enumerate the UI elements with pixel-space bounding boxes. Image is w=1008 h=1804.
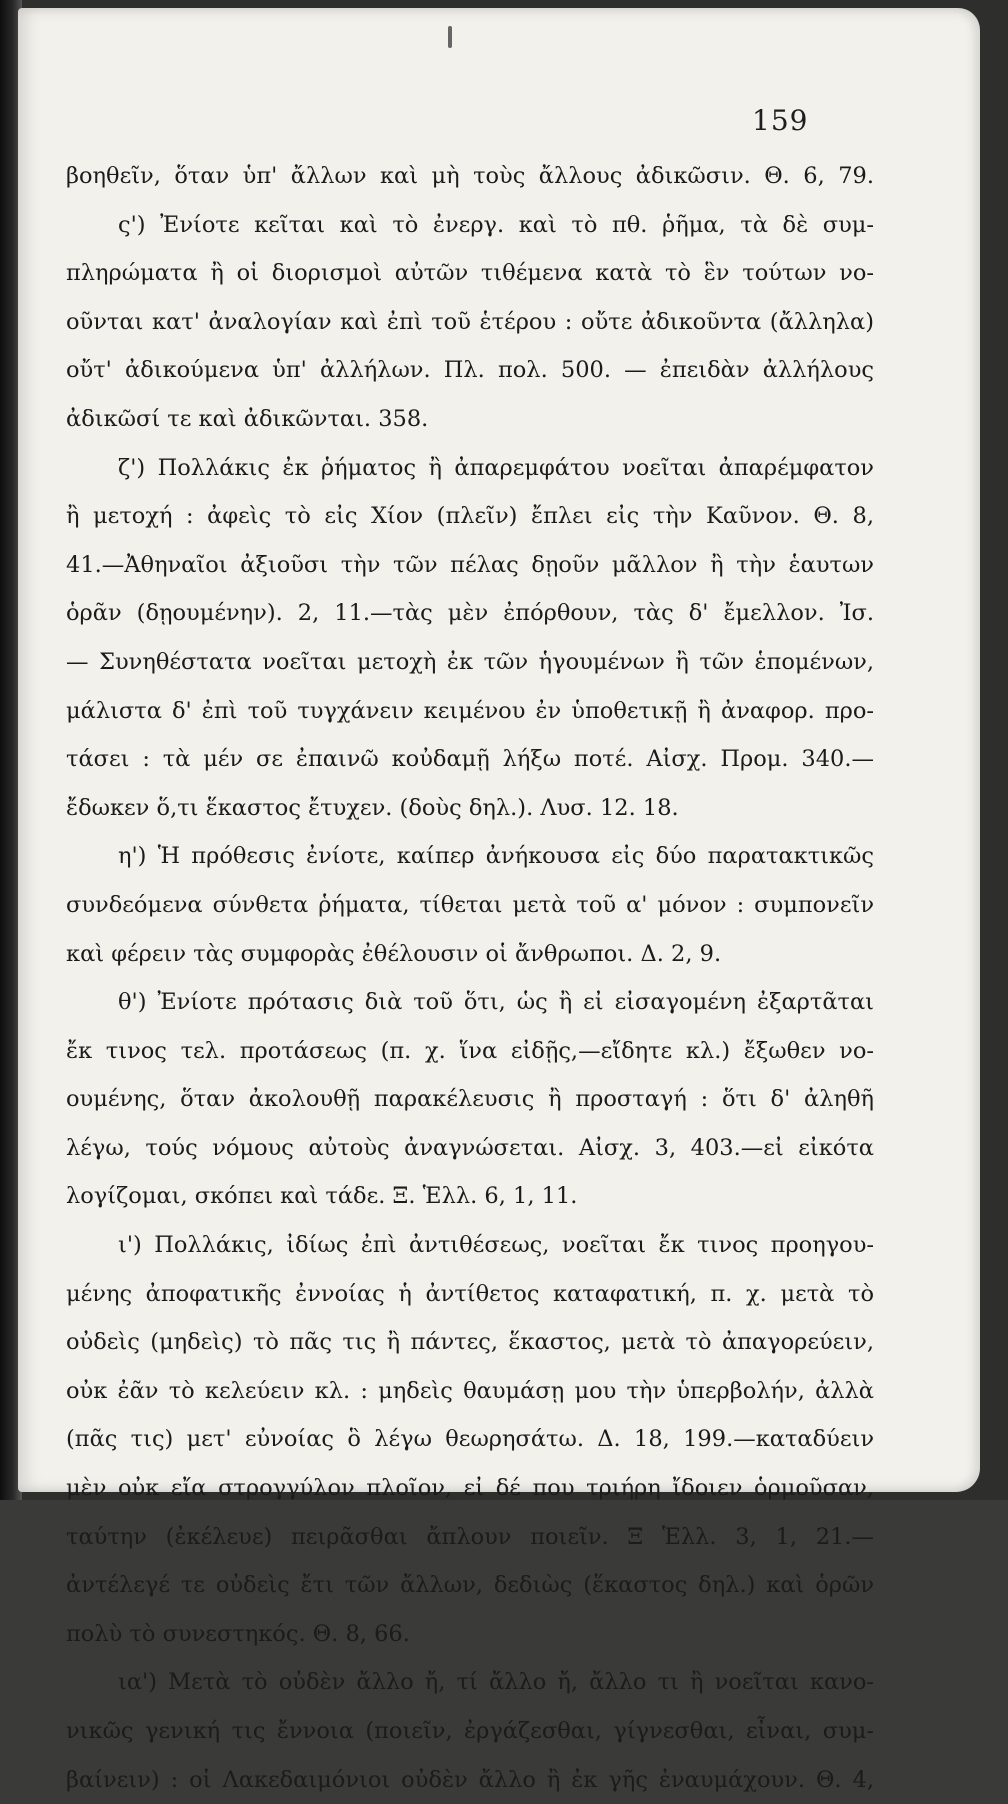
text-line: ταύτην (ἐκέλευε) πειρᾶσθαι ἄπλουν ποιεῖν. Ξ Ἑλλ. 3, 1, 21.— bbox=[66, 1523, 874, 1550]
text-line: ουμένης, ὅταν ἀκολουθῇ παρακέλευσις ἢ προσταγή : ὅτι δ' ἀληθῆ bbox=[66, 1086, 874, 1113]
text-line: ἀδικῶσί τε καὶ ἀδικῶνται. 358. bbox=[66, 405, 429, 432]
text-line: τάσει : τὰ μέν σε ἐπαινῶ κοὐδαμῇ λήξω ποτέ. Αἰσχ. Προμ. 340.— bbox=[66, 746, 874, 773]
text-line: — Συνηθέστατα νοεῖται μετοχὴ ἐκ τῶν ἡγουμένων ἢ τῶν ἑπομένων, bbox=[66, 648, 874, 675]
text-line: ζ') Πολλάκις ἐκ ῥήματος ἢ ἀπαρεμφάτου νοεῖται ἀπαρέμφατον bbox=[118, 454, 874, 481]
text-line: ἔδωκεν ὅ,τι ἕκαστος ἔτυχεν. (δοὺς δηλ.). Λυσ. 12. 18. bbox=[66, 794, 679, 821]
text-line: ἀντέλεγέ τε οὐδεὶς ἔτι τῶν ἄλλων, δεδιὼς (ἕκαστος δηλ.) καὶ ὁρῶν bbox=[66, 1572, 874, 1599]
body-text bbox=[66, 152, 874, 1804]
text-line: οὔτ' ἀδικούμενα ὑπ' ἀλλήλων. Πλ. πολ. 500. — ἐπειδὰν ἀλλήλους bbox=[66, 357, 874, 384]
text-line: ς') Ἐνίοτε κεῖται καὶ τὸ ἐνεργ. καὶ τὸ πθ. ῥῆμα, τὰ δὲ συμ- bbox=[118, 211, 874, 238]
text-line: ι') Πολλάκις, ἰδίως ἐπὶ ἀντιθέσεως, νοεῖται ἔκ τινος προηγου- bbox=[118, 1232, 874, 1259]
text-line: λέγω, τούς νόμους αὐτοὺς ἀναγνώσεται. Αἰσχ. 3, 403.—εἰ εἰκότα bbox=[66, 1134, 874, 1161]
text-line: (πᾶς τις) μετ' εὐνοίας ὃ λέγω θεωρησάτω. Δ. 18, 199.—καταδύειν bbox=[66, 1426, 874, 1453]
text-line: πληρώματα ἢ οἱ διορισμοὶ αὐτῶν τιθέμενα κατὰ τὸ ἓν τούτων νο- bbox=[66, 260, 874, 287]
text-line: 41.—Ἀθηναῖοι ἀξιοῦσι τὴν τῶν πέλας δῃοῦν μᾶλλον ἢ τὴν ἑαυτων bbox=[66, 551, 874, 578]
text-line: ὁρᾶν (δῃουμένην). 2, 11.—τὰς μὲν ἐπόρθουν, τὰς δ' ἔμελλον. Ἰσ. bbox=[66, 600, 874, 627]
text-line: μένης ἀποφατικῆς ἐννοίας ἡ ἀντίθετος καταφατική, π. χ. μετὰ τὸ bbox=[66, 1280, 874, 1307]
text-line: βοηθεῖν, ὅταν ὑπ' ἄλλων καὶ μὴ τοὺς ἄλλους ἀδικῶσιν. Θ. 6, 79. bbox=[66, 163, 874, 189]
text-line: λογίζομαι, σκόπει καὶ τάδε. Ξ. Ἑλλ. 6, 1, 11. bbox=[66, 1183, 578, 1210]
text-line: θ') Ἐνίοτε πρότασις διὰ τοῦ ὅτι, ὡς ἢ εἰ εἰσαγομένη ἐξαρτᾶται bbox=[118, 989, 874, 1016]
text-line: οῦνται κατ' ἀναλογίαν καὶ ἐπὶ τοῦ ἑτέρου : οὔτε ἀδικοῦντα (ἄλληλα) bbox=[66, 308, 874, 335]
text-line: οὐκ ἐᾶν τὸ κελεύειν κλ. : μηδεὶς θαυμάσῃ μου τὴν ὑπερβολήν, ἀλλὰ bbox=[66, 1377, 874, 1404]
page-edge-mark bbox=[448, 26, 452, 48]
text-line: μάλιστα δ' ἐπὶ τοῦ τυγχάνειν κειμένου ἐν ὑποθετικῇ ἢ ἀναφορ. προ- bbox=[66, 697, 874, 724]
text-line: η') Ἡ πρόθεσις ἐνίοτε, καίπερ ἀνήκουσα εἰς δύο παρατακτικῶς bbox=[118, 843, 874, 870]
text-line: συνδεόμενα σύνθετα ῥήματα, τίθεται μετὰ τοῦ α' μόνον : συμπονεῖν bbox=[66, 891, 874, 918]
text-line: οὐδεὶς (μηδεὶς) τὸ πᾶς τις ἢ πάντες, ἕκαστος, μετὰ τὸ ἀπαγορεύειν, bbox=[66, 1329, 874, 1356]
text-line: νικῶς γενική τις ἔννοια (ποιεῖν, ἐργάζεσθαι, γίγνεσθαι, εἶναι, συμ- bbox=[66, 1718, 874, 1744]
text-line: μὲν οὐκ εἴα στρογγύλον πλοῖον, εἰ δέ που τριήρη ἴδοιεν ὁρμοῦσαν, bbox=[66, 1475, 874, 1502]
text-line: ἢ μετοχή : ἀφεὶς τὸ εἰς Χίον (πλεῖν) ἔπλει εἰς τὴν Καῦνον. Θ. 8, bbox=[66, 503, 874, 530]
text-line: ια') Μετὰ τὸ οὐδὲν ἄλλο ἤ, τί ἄλλο ἤ, ἄλλο τι ἢ νοεῖται κανο- bbox=[118, 1669, 874, 1696]
text-line: ἔκ τινος τελ. προτάσεως (π. χ. ἵνα εἰδῇς,—εἴδητε κλ.) ἔξωθεν νο- bbox=[66, 1037, 874, 1064]
text-line: καὶ φέρειν τὰς συμφορὰς ἐθέλουσιν οἱ ἄνθρωποι. Δ. 2, 9. bbox=[66, 940, 722, 967]
text-line: πολὺ τὸ συνεστηκός. Θ. 8, 66. bbox=[66, 1620, 410, 1647]
page-number: 159 bbox=[752, 104, 809, 137]
text-line: βαίνειν) : οἱ Λακεδαιμόνιοι οὐδὲν ἄλλο ἢ ἐκ γῆς ἐναυμάχουν. Θ. 4, bbox=[66, 1766, 874, 1793]
